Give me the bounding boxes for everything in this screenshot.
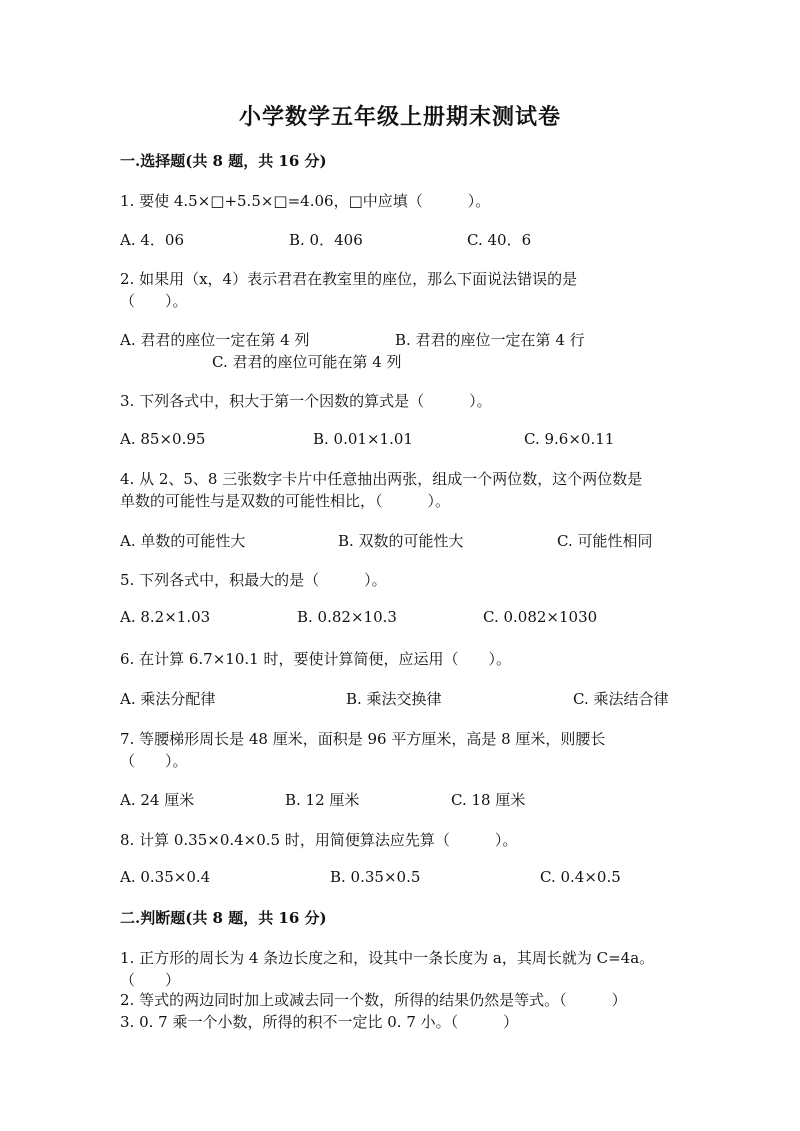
question-3-option-a: A. 85×0.95: [120, 430, 206, 448]
question-3-stem: 3. 下列各式中，积大于第一个因数的算式是（ ）。: [120, 392, 492, 410]
question-2-option-b: B. 君君的座位一定在第 4 行: [395, 331, 585, 349]
question-7-option-a: A. 24 厘米: [120, 791, 195, 809]
question-5-option-c: C. 0.082×1030: [483, 608, 598, 626]
question-4-option-a: A. 单数的可能性大: [120, 532, 246, 550]
question-5-option-b: B. 0.82×10.3: [297, 608, 397, 626]
question-2-stem-line-1: 2. 如果用（x，4）表示君君在教室里的座位，那么下面说法错误的是: [120, 270, 578, 288]
section-heading-choice: 一.选择题(共 8 题，共 16 分): [120, 152, 327, 170]
question-1-option-a: A. 4．06: [120, 231, 184, 249]
judgement-1-line-2: （ ）: [120, 971, 181, 989]
question-2-option-a: A. 君君的座位一定在第 4 列: [120, 331, 310, 349]
question-7-option-b: B. 12 厘米: [285, 791, 360, 809]
judgement-3: 3. 0. 7 乘一个小数，所得的积不一定比 0. 7 小。（ ）: [120, 1013, 519, 1031]
question-8-stem: 8. 计算 0.35×0.4×0.5 时，用简便算法应先算（ ）。: [120, 831, 518, 849]
question-4-stem-line-2: 单数的可能性与是双数的可能性相比，（ ）。: [120, 492, 451, 510]
question-7-stem-line-2: （ ）。: [120, 752, 188, 770]
question-2-stem-line-2: （ ）。: [120, 292, 188, 310]
judgement-2: 2. 等式的两边同时加上或减去同一个数，所得的结果仍然是等式。（ ）: [120, 991, 627, 1009]
question-4-option-b: B. 双数的可能性大: [338, 532, 464, 550]
question-8-option-b: B. 0.35×0.5: [330, 868, 421, 886]
question-2-option-c: C. 君君的座位可能在第 4 列: [212, 353, 402, 371]
section-heading-judgement: 二.判断题(共 8 题，共 16 分): [120, 909, 327, 927]
question-6-stem: 6. 在计算 6.7×10.1 时，要使计算简便，应运用（ ）。: [120, 650, 511, 668]
question-1-stem: 1. 要使 4.5×□+5.5×□=4.06，□中应填（ ）。: [120, 192, 491, 210]
judgement-1-line-1: 1. 正方形的周长为 4 条边长度之和，设其中一条长度为 a，其周长就为 C=4a。: [120, 949, 655, 967]
question-7-option-c: C. 18 厘米: [451, 791, 526, 809]
question-6-option-a: A. 乘法分配律: [120, 690, 216, 708]
question-6-option-b: B. 乘法交换律: [346, 690, 442, 708]
page-title: 小学数学五年级上册期末测试卷: [238, 104, 561, 130]
question-3-option-c: C. 9.6×0.11: [524, 430, 615, 448]
question-4-option-c: C. 可能性相同: [557, 532, 653, 550]
question-4-stem-line-1: 4. 从 2、5、8 三张数字卡片中任意抽出两张，组成一个两位数，这个两位数是: [120, 470, 643, 488]
question-6-option-c: C. 乘法结合律: [573, 690, 669, 708]
question-1-option-b: B. 0．406: [289, 231, 363, 249]
question-5-stem: 5. 下列各式中，积最大的是（ ）。: [120, 571, 387, 589]
question-8-option-c: C. 0.4×0.5: [540, 868, 621, 886]
question-1-option-c: C. 40．6: [467, 231, 532, 249]
question-8-option-a: A. 0.35×0.4: [120, 868, 211, 886]
question-7-stem-line-1: 7. 等腰梯形周长是 48 厘米，面积是 96 平方厘米，高是 8 厘米，则腰长: [120, 730, 606, 748]
question-3-option-b: B. 0.01×1.01: [313, 430, 413, 448]
question-5-option-a: A. 8.2×1.03: [120, 608, 211, 626]
